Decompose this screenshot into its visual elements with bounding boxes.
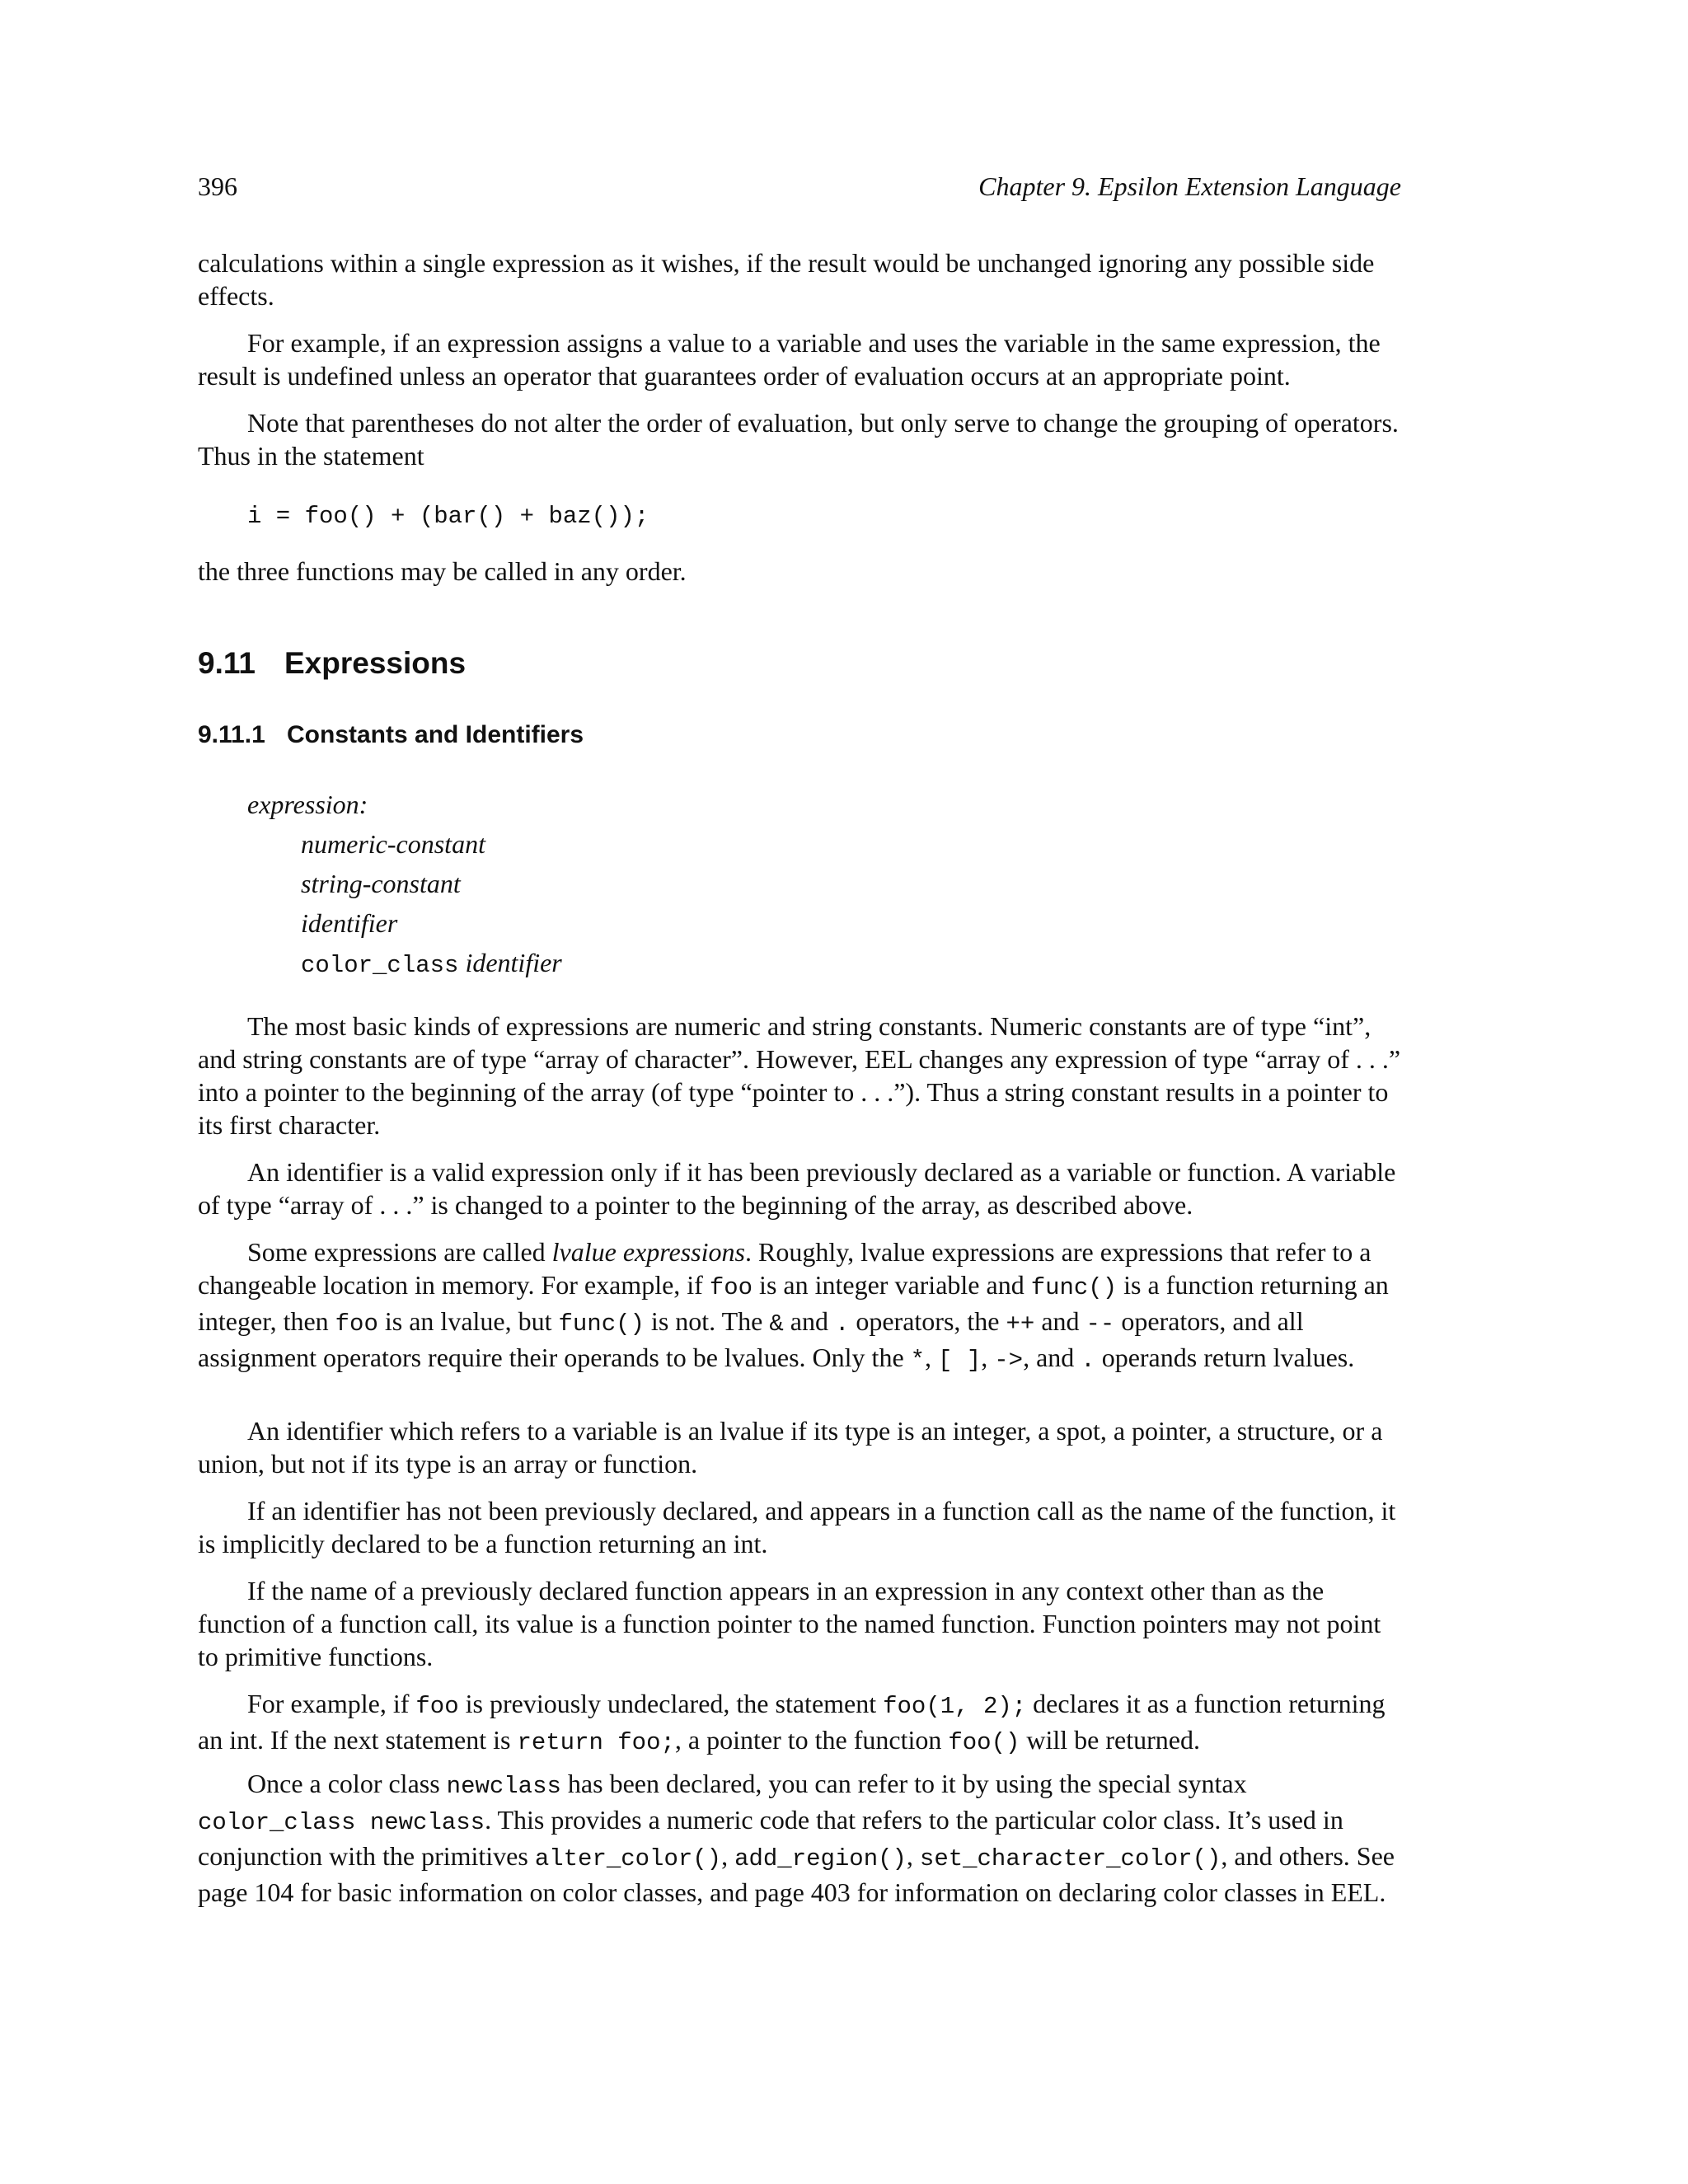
p7-code: .	[1081, 1347, 1095, 1374]
p7-text: , and	[1023, 1343, 1081, 1372]
p11-text: is previously undeclared, the statement	[458, 1689, 884, 1718]
paragraph-8: An identifier which refers to a variable is an lvalue if its type is an integer, a spot, a pointer, a structure, or a union, but not if its type is an array or function.	[198, 1416, 1383, 1479]
p11-text: will be returned.	[1020, 1725, 1200, 1755]
paragraph-7	[198, 1235, 1401, 1377]
p7-text: ,	[925, 1343, 939, 1372]
p7-code: &	[769, 1310, 784, 1338]
p7-text: is not. The	[644, 1306, 770, 1336]
paragraph-3: Note that parentheses do not alter the order of evaluation, but only serve to change the grouping of operators. Thus in the statement	[198, 408, 1399, 471]
p7-code: foo	[335, 1310, 378, 1338]
p7-text: and	[1034, 1306, 1086, 1336]
grammar-item-color-class	[301, 946, 562, 986]
section-title: Expressions	[284, 646, 467, 680]
section-number: 9.11	[198, 646, 256, 680]
p12-text: ,	[906, 1841, 920, 1871]
paragraph-10: If the name of a previously declared function appears in an expression in any context other than as the function of a function call, its value is a function pointer to the named function. Function pointers may not point to primitive functions.	[198, 1576, 1381, 1671]
subsection-number: 9.11.1	[198, 721, 265, 748]
p7-code: [ ]	[938, 1347, 982, 1374]
p12-text: Once a color class	[247, 1769, 447, 1798]
paragraph-11	[198, 1687, 1401, 1760]
p12-text: has been declared, you can refer to it by using the special syntax	[560, 1769, 1247, 1798]
p7-text: is a function returning an integer, then	[198, 1270, 1389, 1336]
p7-code: func()	[558, 1310, 645, 1338]
grammar-item: numeric-constant	[301, 829, 485, 859]
p7-text: operators, the	[849, 1306, 1006, 1336]
page-number: 396	[198, 171, 237, 201]
section-heading	[198, 645, 466, 682]
paragraph-2: For example, if an expression assigns a value to a variable and uses the variable in the same expression, the result is undefined unless an operator that guarantees order of evaluation occurs at an appropriate point.	[198, 328, 1381, 391]
p7-text: Some expressions are called	[247, 1237, 552, 1267]
chapter-title: Chapter 9. Epsilon Extension Language	[978, 171, 1401, 201]
p11-code: foo	[415, 1693, 459, 1720]
grammar-item: string-constant	[301, 869, 461, 898]
p12-text: , and others. See page 104 for basic information on color classes, and page 403 for information on declaring color classes in EEL.	[198, 1841, 1395, 1907]
p7-code: func()	[1030, 1274, 1118, 1301]
p7-text: is an integer variable and	[753, 1270, 1031, 1300]
subsection-title: Constants and Identifiers	[287, 721, 584, 748]
p7-text: . Roughly, lvalue expressions are expressions that refer to a changeable location in memory. For example, if	[198, 1237, 1372, 1300]
p7-code: foo	[709, 1274, 753, 1301]
p7-text: operators, and all assignment operators require their operands to be lvalues. Only the	[198, 1306, 1304, 1372]
p7-code: *	[910, 1347, 926, 1374]
p7-text: is an lvalue, but	[377, 1306, 559, 1336]
p11-code: return foo;	[517, 1729, 675, 1756]
grammar-item: identifier	[301, 908, 398, 938]
grammar-italic: identifier	[465, 948, 562, 977]
p11-text: For example, if	[247, 1689, 416, 1718]
p12-code: set_character_color()	[919, 1845, 1221, 1872]
p7-code: ++	[1006, 1310, 1035, 1338]
grammar-block	[247, 788, 562, 986]
paragraph-12	[198, 1767, 1401, 1909]
p12-code: alter_color()	[534, 1845, 722, 1872]
p11-text: declares it as a function returning an int. If the next statement is	[198, 1689, 1386, 1755]
p12-text: . This provides a numeric code that refers to the particular color class. It’s used in conjunction with the primitives	[198, 1805, 1343, 1871]
p7-code: ->	[994, 1347, 1024, 1374]
p11-text: , a pointer to the function	[674, 1725, 949, 1755]
paragraph-1: calculations within a single expression as it wishes, if the result would be unchanged ignoring any possible side effects.	[198, 248, 1375, 311]
p11-code: foo()	[948, 1729, 1020, 1756]
p7-italic: lvalue expressions	[551, 1237, 745, 1267]
p12-code: newclass	[446, 1773, 561, 1800]
grammar-head: expression:	[247, 790, 368, 819]
p7-text: operands return lvalues.	[1095, 1343, 1355, 1372]
grammar-items	[247, 827, 562, 986]
p7-code: .	[834, 1310, 850, 1338]
paragraph-5: The most basic kinds of expressions are numeric and string constants. Numeric constants are of type “int”, and string constants are of type “array of character”. However, EEL changes any expression of type “array of . . .” into a pointer to the beginning of the array (of type “pointer to . . .”). Thus a string constant results in a pointer to its first character.	[198, 1011, 1401, 1140]
paragraph-9: If an identifier has not been previously declared, and appears in a function call as the name of the function, it is implicitly declared to be a function returning an int.	[198, 1496, 1396, 1558]
subsection-heading	[198, 719, 584, 751]
p7-text: ,	[981, 1343, 995, 1372]
p12-text: ,	[721, 1841, 735, 1871]
p12-code: color_class newclass	[198, 1809, 485, 1836]
grammar-code: color_class	[301, 952, 459, 979]
p11-code: foo(1, 2);	[883, 1693, 1027, 1720]
p7-text: and	[783, 1306, 835, 1336]
p12-code: add_region()	[734, 1845, 907, 1872]
code-example: i = foo() + (bar() + baz());	[247, 503, 649, 530]
paragraph-6: An identifier is a valid expression only if it has been previously declared as a variable or function. A variable of type “array of . . .” is changed to a pointer to the beginning of the array, as described above.	[198, 1157, 1396, 1220]
p7-code: --	[1085, 1310, 1115, 1338]
paragraph-4: the three functions may be called in any order.	[198, 556, 687, 586]
